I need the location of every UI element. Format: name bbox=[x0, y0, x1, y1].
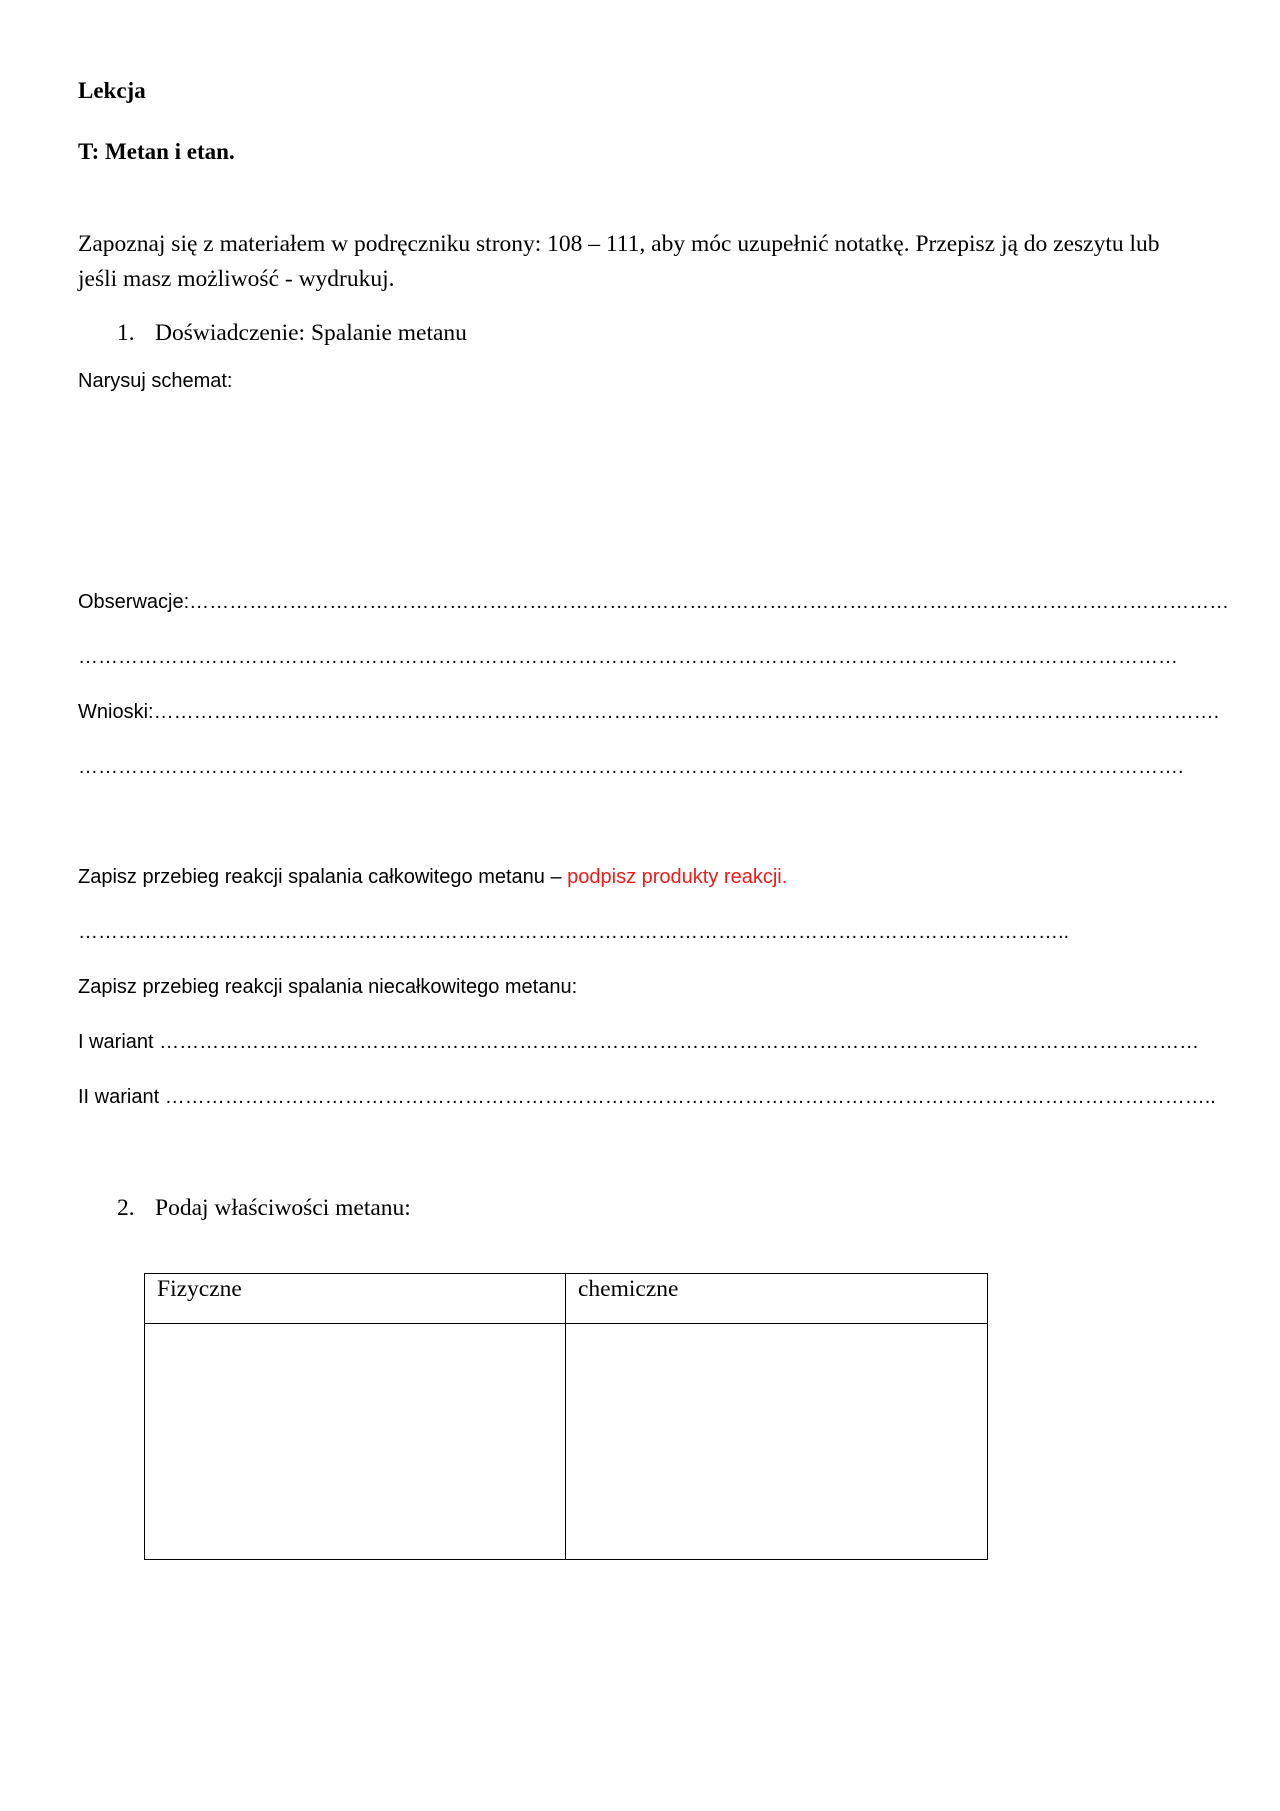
lesson-heading: Lekcja bbox=[78, 78, 146, 103]
prompt-text: Zapisz przebieg reakcji spalania całkowitego metanu – bbox=[78, 866, 568, 888]
table-row bbox=[145, 1324, 988, 1560]
list-item-title: Podaj właściwości metanu: bbox=[155, 1195, 411, 1221]
table-header-row bbox=[145, 1274, 988, 1324]
table-header-cell: chemiczne bbox=[566, 1274, 988, 1324]
dotted-fill-line: ………………………………………………………………………………………………………………………………………… bbox=[159, 1031, 1200, 1053]
conclusions-label: Wnioski: bbox=[78, 701, 154, 723]
variant-2-line bbox=[78, 1086, 1216, 1109]
table-header-cell: Fizyczne bbox=[145, 1274, 566, 1324]
dotted-fill-line: ………………………………………………………………………………………………………………………………….. bbox=[78, 921, 1070, 943]
dotted-fill-line: …………………………………………………………………………………………………………………………………………………. bbox=[78, 756, 1184, 778]
variant-1-line bbox=[78, 1031, 1199, 1054]
table-cell[interactable] bbox=[145, 1324, 566, 1560]
conclusions-line bbox=[78, 701, 1219, 724]
draw-schema-prompt: Narysuj schemat: bbox=[78, 370, 233, 392]
list-item-title: Doświadczenie: Spalanie metanu bbox=[155, 320, 467, 346]
topic-title: T: Metan i etan. bbox=[78, 139, 235, 164]
observations-line bbox=[78, 591, 1229, 614]
observations-label: Obserwacje: bbox=[78, 591, 190, 613]
variant-label: I wariant bbox=[78, 1031, 160, 1053]
dotted-fill-line: ………………………………………………………………………………………………………………………………………………… bbox=[78, 646, 1178, 668]
list-number: 1. bbox=[117, 320, 135, 346]
list-number: 2. bbox=[117, 1195, 135, 1221]
properties-table bbox=[144, 1273, 988, 1560]
variant-label: II wariant bbox=[78, 1086, 165, 1108]
dotted-fill-line: ……………………………………………………………………………………………………………………………………………. bbox=[153, 701, 1220, 723]
prompt-highlight-red: podpisz produkty reakcji. bbox=[567, 866, 788, 888]
dotted-fill-line: ………………………………………………………………………………………………………………………………………….. bbox=[164, 1086, 1216, 1108]
list-item-2 bbox=[117, 1195, 411, 1222]
list-item-1 bbox=[117, 320, 467, 347]
complete-combustion-prompt bbox=[78, 866, 787, 889]
incomplete-combustion-prompt: Zapisz przebieg reakcji spalania niecałkowitego metanu: bbox=[78, 976, 578, 998]
table-cell[interactable] bbox=[566, 1324, 988, 1560]
dotted-fill-line: ………………………………………………………………………………………………………………………………………… bbox=[189, 591, 1230, 613]
intro-paragraph: Zapoznaj się z materiałem w podręczniku strony: 108 – 111, aby móc uzupełnić notatkę. Przepisz ją do zeszytu lub jeśli masz możliwość - wydrukuj. bbox=[78, 231, 1160, 292]
